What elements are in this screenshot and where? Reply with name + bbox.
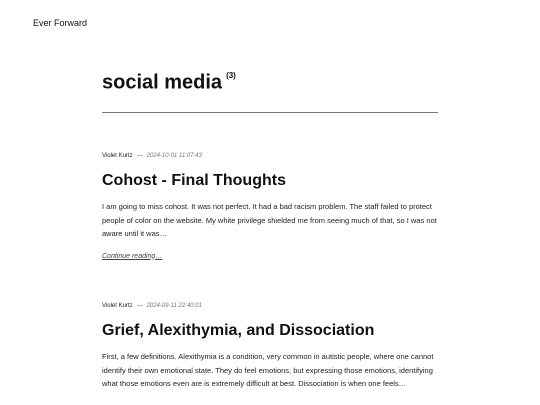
post-meta [102, 152, 438, 160]
meta-separator [137, 155, 143, 156]
post-title: Grief, Alexithymia, and Dissociation [102, 322, 375, 339]
meta-separator [137, 305, 143, 306]
post-title-link[interactable] [102, 321, 438, 341]
post-date-link[interactable]: 2024-10-01 11:07:43 [146, 153, 202, 159]
post-author-link[interactable]: Violet Kurtz [102, 303, 133, 309]
post-card [102, 152, 438, 263]
continue-reading-link[interactable]: Continue reading… [102, 252, 163, 260]
tag-name: social media [102, 71, 223, 94]
site-title-link[interactable]: Ever Forward [33, 18, 88, 28]
header-divider [102, 112, 438, 113]
tag-post-count: (3) [226, 71, 236, 80]
tag-archive-title [102, 66, 236, 96]
post-author-link[interactable]: Violet Kurtz [102, 153, 133, 159]
post-excerpt: First, a few definitions. Alexithymia is a condition, very common in autistic people, where one cannot identify their own emotional state. They do feel emotions, but expressing those emotions, identifying what those emotions even are is extremely difficult at best. Dissociation is when one feels… [102, 352, 434, 388]
post-date-link[interactable]: 2024-09-11 22:40:01 [146, 303, 202, 309]
post-title-link[interactable] [102, 171, 438, 191]
post-title: Cohost - Final Thoughts [102, 172, 286, 189]
post-meta [102, 302, 438, 310]
post-excerpt: I am going to miss cohost. It was not perfect. It had a bad racism problem. The staff failed to protect people of color on the website. My white privilege shielded me from seeing much of that, so I was not aware until it was… [102, 202, 437, 238]
post-card [102, 302, 438, 391]
